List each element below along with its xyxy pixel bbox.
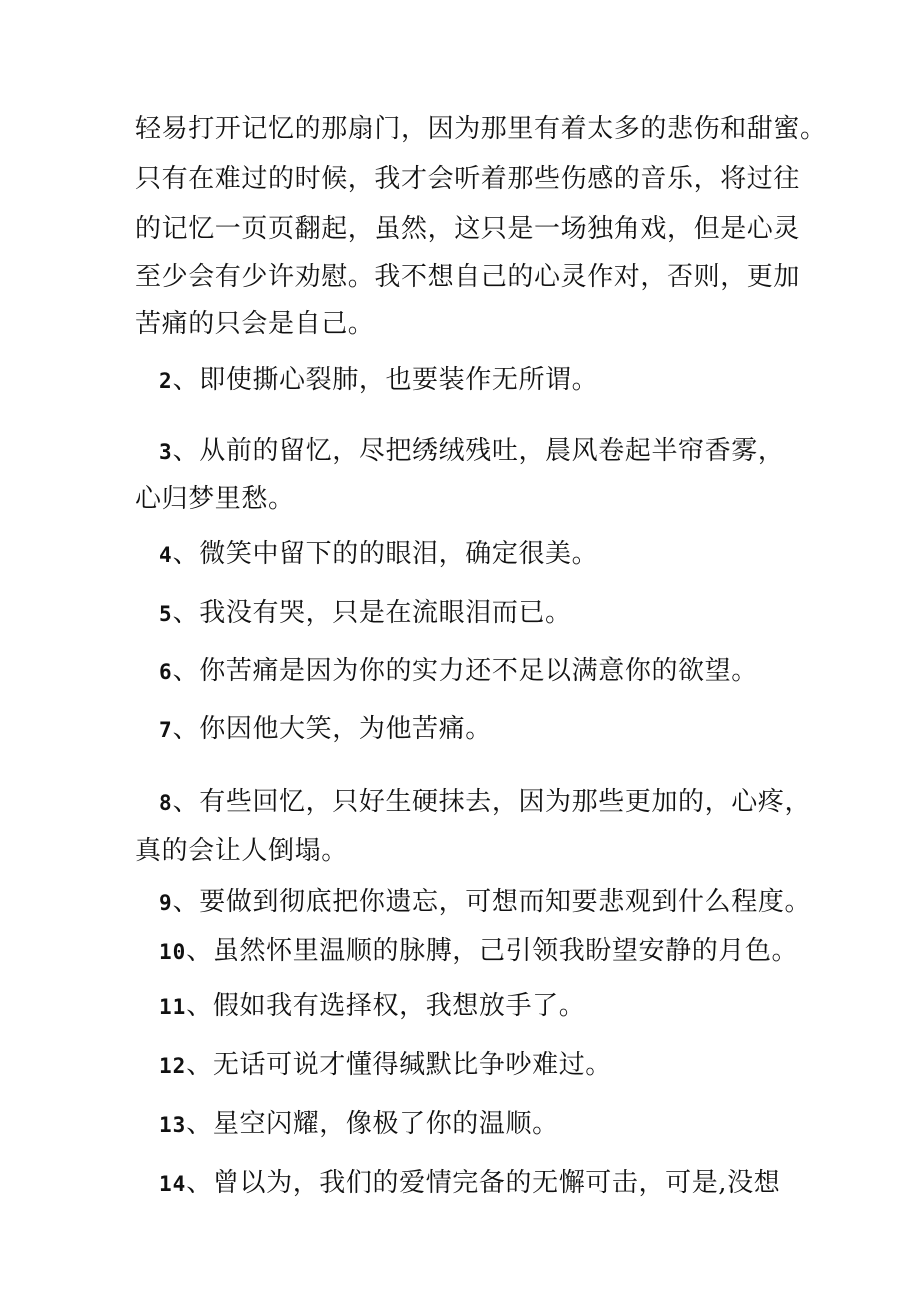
list-item-9: [135, 885, 811, 920]
item-text: 、无话可说才懂得缄默比争吵难过。: [186, 1050, 612, 1080]
list-item-2: [135, 363, 598, 398]
item-text: 、你苦痛是因为你的实力还不足以满意你的欲望。: [172, 656, 758, 686]
intro-line: 至少会有少许劝慰。我不想自己的心灵作对，否则，更加: [135, 262, 801, 292]
item-text: 、星空闪耀，像极了你的温顺。: [186, 1109, 559, 1139]
intro-line: 轻易打开记忆的那扇门，因为那里有着太多的悲伤和甜蜜。: [135, 114, 827, 144]
list-item-8: [135, 785, 811, 820]
list-item-3: [135, 434, 784, 469]
item-text: 、曾以为，我们的爱情完备的无懈可击，可是,没想: [186, 1168, 781, 1198]
item-number: 8: [159, 791, 173, 815]
item-text: 、即使撕心裂肺，也要装作无所谓。: [172, 365, 599, 395]
item-number: 7: [159, 718, 173, 742]
list-item-12: [135, 1048, 612, 1083]
list-item-5: [135, 596, 572, 631]
item-text: 、有些回忆，只好生硬抹去，因为那些更加的，心疼，: [172, 787, 812, 817]
item-text: 、虽然怀里温顺的脉膊，己引领我盼望安静的月色。: [186, 936, 799, 966]
list-item-6: [135, 654, 758, 689]
item-text: 、你因他大笑，为他苦痛。: [172, 714, 492, 744]
intro-line: 只有在难过的时候，我才会听着那些伤感的音乐，将过往: [135, 164, 801, 194]
item-number: 3: [159, 440, 173, 464]
item-number: 9: [159, 891, 173, 915]
list-item-13: [135, 1107, 559, 1142]
item-number: 10: [159, 940, 187, 964]
list-item-8-continuation: 真的会让人倒塌。: [135, 836, 348, 866]
intro-line: 的记忆一页页翻起，虽然，这只是一场独角戏，但是心灵: [135, 214, 801, 244]
list-item-14: [135, 1166, 780, 1201]
item-text: 、从前的留忆，尽把绣绒残吐，晨风卷起半帘香雾，: [172, 436, 785, 466]
item-number: 12: [159, 1054, 187, 1078]
item-number: 14: [159, 1172, 187, 1196]
list-item-7: [135, 712, 492, 747]
item-text: 、假如我有选择权，我想放手了。: [186, 991, 586, 1021]
intro-line: 苦痛的只会是自己。: [135, 309, 375, 339]
item-number: 6: [159, 660, 173, 684]
item-text: 、我没有哭，只是在流眼泪而已。: [172, 598, 572, 628]
item-number: 2: [159, 369, 173, 393]
item-number: 5: [159, 602, 173, 626]
item-number: 4: [159, 543, 173, 567]
item-text: 、要做到彻底把你遗忘，可想而知要悲观到什么程度。: [172, 887, 812, 917]
item-number: 11: [159, 995, 187, 1019]
list-item-10: [135, 934, 798, 969]
item-number: 13: [159, 1113, 187, 1137]
list-item-11: [135, 989, 585, 1024]
list-item-4: [135, 537, 598, 572]
item-text: 、微笑中留下的的眼泪，确定很美。: [172, 539, 599, 569]
list-item-3-continuation: 心归梦里愁。: [135, 484, 295, 514]
